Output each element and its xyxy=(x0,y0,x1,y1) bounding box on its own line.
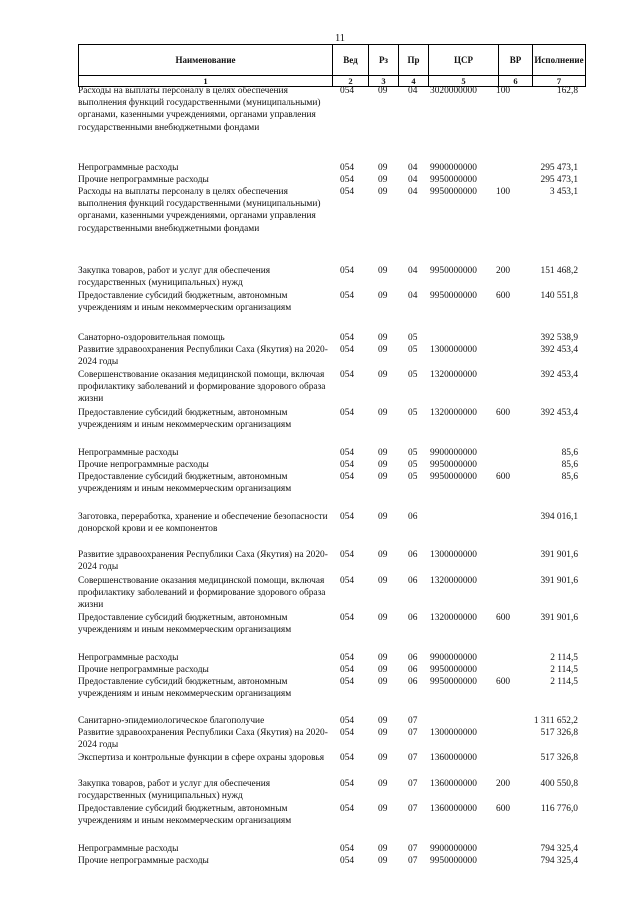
cell-rz: 09 xyxy=(378,665,388,675)
cell-ved: 054 xyxy=(340,779,355,789)
cell-csr: 1300000000 xyxy=(430,550,477,560)
cell-rz: 09 xyxy=(378,408,388,418)
col-number: 3 xyxy=(369,76,399,87)
cell-pr: 04 xyxy=(408,187,418,197)
cell-rz: 09 xyxy=(378,472,388,482)
cell-csr: 1320000000 xyxy=(430,408,477,418)
cell-csr: 9900000000 xyxy=(430,448,477,458)
cell-name: Предоставление субсидий бюджетным, автономным учреждениям и иным некоммерческим организациям xyxy=(78,613,292,636)
cell-name: Прочие непрограммные расходы xyxy=(78,856,209,866)
cell-rz: 09 xyxy=(378,779,388,789)
cell-sum: 392 538,9 xyxy=(540,333,578,343)
cell-vr: 200 xyxy=(496,779,511,789)
cell-pr: 05 xyxy=(408,408,418,418)
cell-pr: 06 xyxy=(408,665,418,675)
cell-name: Экспертиза и контрольные функции в сфере охраны здоровья xyxy=(78,753,325,763)
cell-sum: 162,8 xyxy=(556,86,578,96)
cell-sum: 517 326,8 xyxy=(540,753,578,763)
cell-sum: 517 326,8 xyxy=(540,728,578,738)
cell-sum: 3 453,1 xyxy=(549,187,578,197)
cell-sum: 1 311 652,2 xyxy=(533,716,578,726)
cell-pr: 04 xyxy=(408,175,418,185)
cell-rz: 09 xyxy=(378,175,388,185)
cell-ved: 054 xyxy=(340,187,355,197)
col-header-ved: Вед xyxy=(333,45,369,76)
cell-sum: 85,6 xyxy=(561,448,578,458)
cell-name: Непрограммные расходы xyxy=(78,163,179,173)
cell-sum: 392 453,4 xyxy=(540,345,578,355)
cell-pr: 07 xyxy=(408,716,418,726)
cell-name: Расходы на выплаты персоналу в целях обеспечения выполнения функций государственными (муниципальными) органами, казенными учреждениями, органами управления государственными внебюджетными фондами xyxy=(78,86,321,133)
col-number: 1 xyxy=(79,76,333,87)
cell-csr: 1320000000 xyxy=(430,576,477,586)
cell-rz: 09 xyxy=(378,613,388,623)
cell-sum: 85,6 xyxy=(561,460,578,470)
cell-vr: 100 xyxy=(496,187,511,197)
cell-csr: 1300000000 xyxy=(430,345,477,355)
cell-rz: 09 xyxy=(378,677,388,687)
cell-pr: 06 xyxy=(408,613,418,623)
cell-name: Санитарно-эпидемиологическое благополучие xyxy=(78,716,265,726)
cell-name: Предоставление субсидий бюджетным, автономным учреждениям и иным некоммерческим организациям xyxy=(78,472,292,495)
cell-name: Закупка товаров, работ и услуг для обеспечения государственных (муниципальных) нужд xyxy=(78,266,271,289)
cell-sum: 2 114,5 xyxy=(550,653,578,663)
cell-ved: 054 xyxy=(340,448,355,458)
cell-pr: 06 xyxy=(408,550,418,560)
cell-csr: 1360000000 xyxy=(430,804,477,814)
cell-ved: 054 xyxy=(340,472,355,482)
cell-rz: 09 xyxy=(378,753,388,763)
cell-rz: 09 xyxy=(378,653,388,663)
cell-sum: 794 325,4 xyxy=(540,844,578,854)
cell-sum: 400 550,8 xyxy=(540,779,578,789)
cell-name: Развитие здравоохранения Республики Саха (Якутия) на 2020-2024 годы xyxy=(78,728,328,751)
cell-csr: 9900000000 xyxy=(430,844,477,854)
cell-csr: 9950000000 xyxy=(430,291,477,301)
col-header-rz: Рз xyxy=(369,45,399,76)
cell-rz: 09 xyxy=(378,86,388,96)
cell-ved: 054 xyxy=(340,333,355,343)
cell-ved: 054 xyxy=(340,86,355,96)
cell-csr: 9950000000 xyxy=(430,266,477,276)
cell-rz: 09 xyxy=(378,460,388,470)
cell-rz: 09 xyxy=(378,266,388,276)
cell-sum: 140 551,8 xyxy=(540,291,578,301)
cell-sum: 151 468,2 xyxy=(540,266,578,276)
cell-ved: 054 xyxy=(340,460,355,470)
cell-sum: 2 114,5 xyxy=(550,677,578,687)
cell-rz: 09 xyxy=(378,804,388,814)
cell-csr: 9900000000 xyxy=(430,163,477,173)
cell-rz: 09 xyxy=(378,576,388,586)
cell-pr: 06 xyxy=(408,512,418,522)
col-header-pr: Пр xyxy=(399,45,429,76)
cell-name: Развитие здравоохранения Республики Саха (Якутия) на 2020-2024 годы xyxy=(78,550,328,573)
cell-ved: 054 xyxy=(340,512,355,522)
cell-pr: 06 xyxy=(408,677,418,687)
cell-sum: 2 114,5 xyxy=(550,665,578,675)
col-number: 2 xyxy=(333,76,369,87)
cell-sum: 295 473,1 xyxy=(540,175,578,185)
cell-vr: 200 xyxy=(496,266,511,276)
cell-rz: 09 xyxy=(378,291,388,301)
cell-pr: 05 xyxy=(408,460,418,470)
cell-vr: 100 xyxy=(496,86,511,96)
cell-name: Предоставление субсидий бюджетным, автономным учреждениям и иным некоммерческим организациям xyxy=(78,677,292,700)
col-number: 7 xyxy=(533,76,586,87)
cell-name: Прочие непрограммные расходы xyxy=(78,665,209,675)
cell-rz: 09 xyxy=(378,370,388,380)
cell-ved: 054 xyxy=(340,345,355,355)
cell-ved: 054 xyxy=(340,550,355,560)
cell-vr: 600 xyxy=(496,408,511,418)
cell-pr: 06 xyxy=(408,653,418,663)
cell-name: Непрограммные расходы xyxy=(78,448,179,458)
cell-ved: 054 xyxy=(340,613,355,623)
cell-rz: 09 xyxy=(378,163,388,173)
cell-ved: 054 xyxy=(340,163,355,173)
cell-rz: 09 xyxy=(378,728,388,738)
cell-pr: 05 xyxy=(408,345,418,355)
cell-sum: 391 901,6 xyxy=(540,576,578,586)
cell-csr: 9950000000 xyxy=(430,460,477,470)
cell-csr: 1320000000 xyxy=(430,370,477,380)
cell-pr: 05 xyxy=(408,472,418,482)
col-header-csr: ЦСР xyxy=(429,45,499,76)
cell-csr: 1360000000 xyxy=(430,779,477,789)
cell-csr: 9950000000 xyxy=(430,187,477,197)
cell-name: Предоставление субсидий бюджетным, автономным учреждениям и иным некоммерческим организациям xyxy=(78,804,292,827)
cell-pr: 07 xyxy=(408,753,418,763)
cell-csr: 1320000000 xyxy=(430,613,477,623)
cell-ved: 054 xyxy=(340,408,355,418)
cell-pr: 04 xyxy=(408,291,418,301)
cell-vr: 600 xyxy=(496,291,511,301)
cell-csr: 9950000000 xyxy=(430,175,477,185)
cell-csr: 9900000000 xyxy=(430,653,477,663)
cell-sum: 85,6 xyxy=(561,472,578,482)
cell-ved: 054 xyxy=(340,653,355,663)
cell-pr: 07 xyxy=(408,728,418,738)
cell-rz: 09 xyxy=(378,856,388,866)
cell-name: Совершенствование оказания медицинской помощи, включая профилактику заболеваний и формирование здорового образа жизни xyxy=(78,370,326,405)
cell-csr: 3020000000 xyxy=(430,86,477,96)
cell-ved: 054 xyxy=(340,576,355,586)
cell-csr: 9950000000 xyxy=(430,665,477,675)
cell-rz: 09 xyxy=(378,512,388,522)
cell-csr: 9950000000 xyxy=(430,677,477,687)
cell-name: Предоставление субсидий бюджетным, автономным учреждениям и иным некоммерческим организациям xyxy=(78,291,292,314)
page-number: 11 xyxy=(334,33,346,44)
cell-name: Развитие здравоохранения Республики Саха (Якутия) на 2020-2024 годы xyxy=(78,345,328,368)
cell-pr: 05 xyxy=(408,370,418,380)
cell-rz: 09 xyxy=(378,550,388,560)
cell-ved: 054 xyxy=(340,175,355,185)
cell-name: Непрограммные расходы xyxy=(78,844,179,854)
cell-vr: 600 xyxy=(496,472,511,482)
cell-pr: 07 xyxy=(408,844,418,854)
cell-rz: 09 xyxy=(378,448,388,458)
cell-pr: 06 xyxy=(408,576,418,586)
cell-name: Расходы на выплаты персоналу в целях обеспечения выполнения функций государственными (муниципальными) органами, казенными учреждениями, органами управления государственными внебюджетными фондами xyxy=(78,187,321,234)
cell-ved: 054 xyxy=(340,665,355,675)
cell-rz: 09 xyxy=(378,333,388,343)
cell-rz: 09 xyxy=(378,716,388,726)
cell-name: Предоставление субсидий бюджетным, автономным учреждениям и иным некоммерческим организациям xyxy=(78,408,292,431)
cell-pr: 04 xyxy=(408,86,418,96)
cell-ved: 054 xyxy=(340,844,355,854)
cell-name: Прочие непрограммные расходы xyxy=(78,175,209,185)
cell-pr: 05 xyxy=(408,333,418,343)
cell-ved: 054 xyxy=(340,856,355,866)
cell-name: Совершенствование оказания медицинской помощи, включая профилактику заболеваний и формирование здорового образа жизни xyxy=(78,576,326,611)
cell-ved: 054 xyxy=(340,804,355,814)
cell-pr: 04 xyxy=(408,266,418,276)
col-header-sum: Исполнение xyxy=(533,45,586,76)
cell-ved: 054 xyxy=(340,370,355,380)
cell-pr: 04 xyxy=(408,163,418,173)
cell-pr: 07 xyxy=(408,779,418,789)
cell-sum: 794 325,4 xyxy=(540,856,578,866)
cell-name: Прочие непрограммные расходы xyxy=(78,460,209,470)
cell-ved: 054 xyxy=(340,291,355,301)
col-number: 6 xyxy=(499,76,533,87)
table-header xyxy=(78,44,586,87)
cell-ved: 054 xyxy=(340,716,355,726)
cell-rz: 09 xyxy=(378,345,388,355)
cell-ved: 054 xyxy=(340,677,355,687)
cell-name: Непрограммные расходы xyxy=(78,653,179,663)
col-number: 5 xyxy=(429,76,499,87)
cell-name: Закупка товаров, работ и услуг для обеспечения государственных (муниципальных) нужд xyxy=(78,779,271,802)
cell-sum: 394 016,1 xyxy=(540,512,578,522)
cell-sum: 392 453,4 xyxy=(540,370,578,380)
cell-pr: 07 xyxy=(408,804,418,814)
cell-csr: 1300000000 xyxy=(430,728,477,738)
cell-pr: 07 xyxy=(408,856,418,866)
cell-vr: 600 xyxy=(496,677,511,687)
cell-ved: 054 xyxy=(340,728,355,738)
col-header-vr: ВР xyxy=(499,45,533,76)
cell-sum: 392 453,4 xyxy=(540,408,578,418)
cell-csr: 9950000000 xyxy=(430,856,477,866)
cell-rz: 09 xyxy=(378,844,388,854)
cell-name: Заготовка, переработка, хранение и обеспечение безопасности донорской крови и ее компонентов xyxy=(78,512,328,535)
cell-name: Санаторно-оздоровительная помощь xyxy=(78,333,225,343)
cell-vr: 600 xyxy=(496,804,511,814)
cell-csr: 1360000000 xyxy=(430,753,477,763)
cell-sum: 295 473,1 xyxy=(540,163,578,173)
cell-ved: 054 xyxy=(340,753,355,763)
cell-vr: 600 xyxy=(496,613,511,623)
cell-pr: 05 xyxy=(408,448,418,458)
cell-csr: 9950000000 xyxy=(430,472,477,482)
col-number: 4 xyxy=(399,76,429,87)
cell-sum: 391 901,6 xyxy=(540,613,578,623)
cell-sum: 391 901,6 xyxy=(540,550,578,560)
cell-rz: 09 xyxy=(378,187,388,197)
cell-sum: 116 776,0 xyxy=(540,804,578,814)
cell-ved: 054 xyxy=(340,266,355,276)
col-header-name: Наименование xyxy=(79,45,333,76)
